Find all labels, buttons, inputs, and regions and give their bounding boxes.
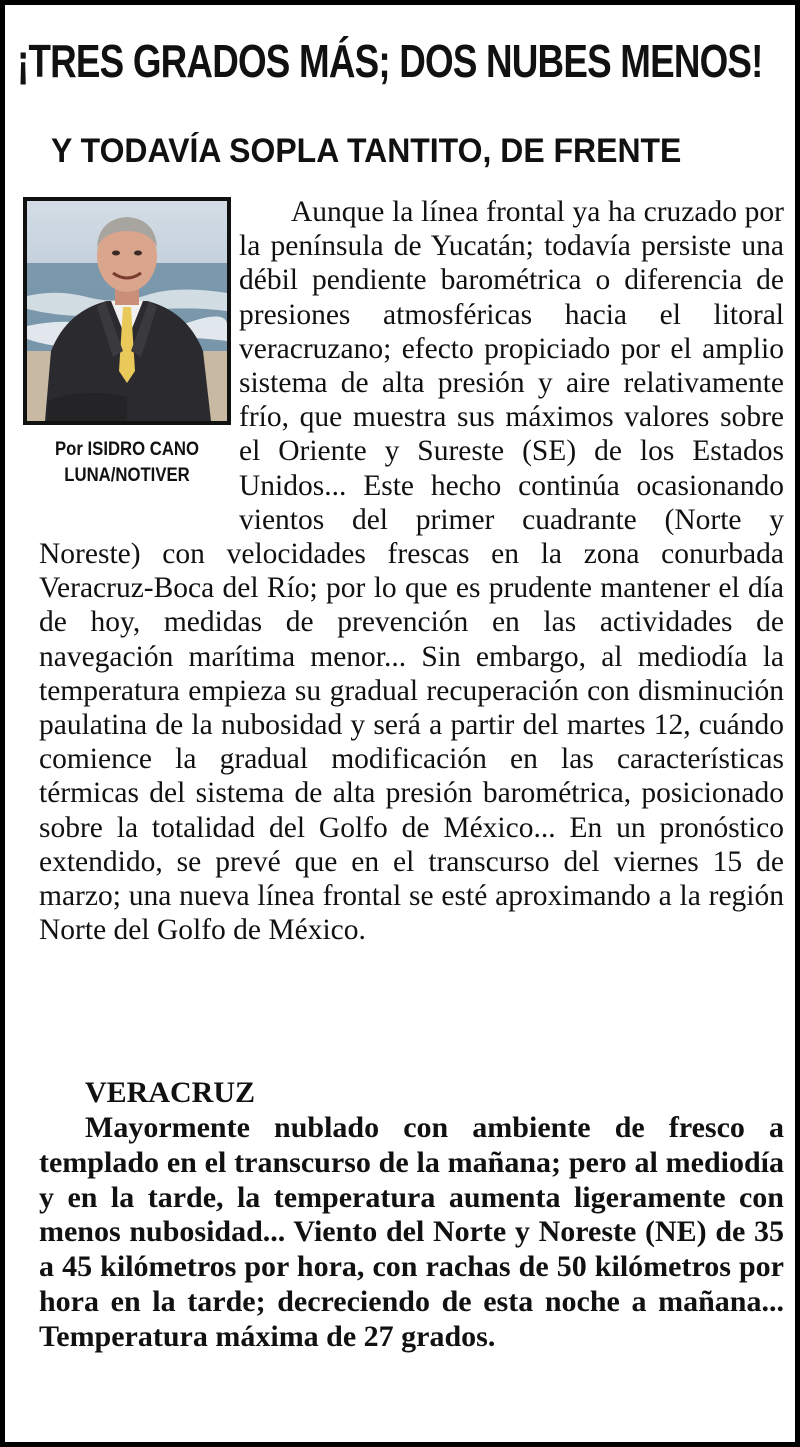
- photo-spacer: [39, 195, 239, 505]
- body-paragraph: Aunque la línea frontal ya ha cruzado por la península de Yucatán; todavía persiste una débil pendiente barométrica o diferencia de presiones atmosféricas hacia el litoral veracruzano; efecto propiciado por el amplio sistema de alta presión y aire relativamente frío, que muestra sus máximos valores sobre el Oriente y Sureste (SE) de los Estados Unidos... Este hecho continúa ocasionando vientos del primer cuadrante (Norte y Noreste) con velocidades frescas en la zona conurbada Veracruz-Boca del Río; por lo que es prudente mantener el día de hoy, medidas de prevención en las actividades de navegación marítima menor... Sin embargo, al mediodía la temperatura empieza su gradual recuperación con disminución paulatina de la nubosidad y será a partir del martes 12, cuándo comience la gradual modificación en las características térmicas del sistema de alta presión barométrica, posicionado sobre la totalidad del Golfo de México... En un pronóstico extendido, se prevé que en el transcurso del viernes 15 de marzo; una nueva línea frontal se esté aproximando a la región Norte del Golfo de México.: [39, 196, 784, 947]
- article-body: [39, 195, 784, 947]
- headline: ¡TRES GRADOS MÁS; DOS NUBES MENOS!: [17, 35, 763, 87]
- byline-line-1: Por ISIDRO CANO: [55, 439, 199, 460]
- section-title: VERACRUZ: [85, 1076, 256, 1109]
- subheadline: Y TODAVÍA SOPLA TANTITO, DE FRENTE: [51, 132, 682, 170]
- byline-line-2: LUNA/NOTIVER: [64, 465, 190, 486]
- forecast-text: Mayormente nublado con ambiente de fresco a templado en el transcurso de la mañana; pero al mediodía y en la tarde, la temperatura aumenta ligeramente con menos nubosidad... Viento del Norte y Noreste (NE) de 35 a 45 kilómetros por hora, con rachas de 50 kilómetros por hora en la tarde; decreciendo de esta noche a mañana... Temperatura máxima de 27 grados.: [39, 1111, 784, 1353]
